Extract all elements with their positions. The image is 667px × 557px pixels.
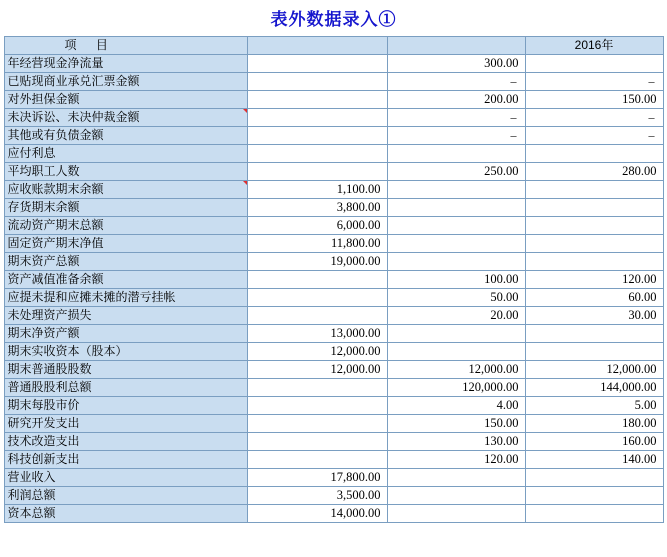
value-cell-empty[interactable] <box>387 199 525 217</box>
value-cell[interactable]: – <box>525 127 663 145</box>
table-header-row <box>4 37 663 55</box>
value-cell-empty[interactable] <box>247 433 387 451</box>
value-cell[interactable]: 12,000.00 <box>247 361 387 379</box>
row-label: 普通股股利总额 <box>4 379 247 397</box>
row-label: 已贴现商业承兑汇票金额 <box>4 73 247 91</box>
row-label: 科技创新支出 <box>4 451 247 469</box>
value-cell[interactable]: 280.00 <box>525 163 663 181</box>
table-row <box>4 469 663 487</box>
row-label: 流动资产期末总额 <box>4 217 247 235</box>
value-cell[interactable]: 3,500.00 <box>247 487 387 505</box>
value-cell[interactable]: 12,000.00 <box>525 361 663 379</box>
value-cell[interactable]: – <box>525 109 663 127</box>
row-label: 营业收入 <box>4 469 247 487</box>
value-cell-empty[interactable] <box>525 199 663 217</box>
table-header <box>4 37 663 55</box>
value-cell-empty[interactable] <box>247 271 387 289</box>
value-cell-empty[interactable] <box>387 181 525 199</box>
value-cell-empty[interactable] <box>387 343 525 361</box>
row-label: 期末净资产额 <box>4 325 247 343</box>
table-row <box>4 73 663 91</box>
value-cell[interactable]: – <box>387 127 525 145</box>
table-row <box>4 145 663 163</box>
value-cell-empty[interactable] <box>247 397 387 415</box>
value-cell[interactable]: 120.00 <box>387 451 525 469</box>
value-cell-empty[interactable] <box>387 253 525 271</box>
value-cell[interactable]: 17,800.00 <box>247 469 387 487</box>
row-label: 未处理资产损失 <box>4 307 247 325</box>
column-header-item: 项 目 <box>4 37 247 55</box>
row-label: 期末每股市价 <box>4 397 247 415</box>
value-cell-empty[interactable] <box>247 379 387 397</box>
value-cell-empty[interactable] <box>387 145 525 163</box>
value-cell[interactable]: 120.00 <box>525 271 663 289</box>
value-cell[interactable]: 60.00 <box>525 289 663 307</box>
value-cell[interactable]: 50.00 <box>387 289 525 307</box>
value-cell[interactable]: 5.00 <box>525 397 663 415</box>
table-row <box>4 415 663 433</box>
row-label: 应收账款期末余额 <box>4 181 247 199</box>
table-row <box>4 127 663 145</box>
value-cell-empty[interactable] <box>525 487 663 505</box>
value-cell[interactable]: 100.00 <box>387 271 525 289</box>
value-cell[interactable]: 1,100.00 <box>247 181 387 199</box>
value-cell-empty[interactable] <box>387 487 525 505</box>
value-cell-empty[interactable] <box>387 469 525 487</box>
value-cell-empty[interactable] <box>525 253 663 271</box>
row-label: 其他或有负债金额 <box>4 127 247 145</box>
off-balance-sheet-table <box>4 36 664 523</box>
row-label: 期末普通股股数 <box>4 361 247 379</box>
table-row <box>4 397 663 415</box>
value-cell[interactable]: 30.00 <box>525 307 663 325</box>
value-cell-empty[interactable] <box>525 181 663 199</box>
value-cell[interactable]: 12,000.00 <box>387 361 525 379</box>
value-cell[interactable]: 180.00 <box>525 415 663 433</box>
value-cell-empty[interactable] <box>247 55 387 73</box>
table-row <box>4 361 663 379</box>
table-row <box>4 505 663 523</box>
row-label: 期末资产总额 <box>4 253 247 271</box>
table-row <box>4 379 663 397</box>
row-label: 存货期末余额 <box>4 199 247 217</box>
value-cell-empty[interactable] <box>525 145 663 163</box>
value-cell[interactable]: 14,000.00 <box>247 505 387 523</box>
value-cell-empty[interactable] <box>247 145 387 163</box>
table-row <box>4 487 663 505</box>
comment-marker-icon <box>242 109 248 115</box>
value-cell-empty[interactable] <box>525 217 663 235</box>
row-label: 固定资产期末净值 <box>4 235 247 253</box>
row-label: 应付利息 <box>4 145 247 163</box>
row-label: 研究开发支出 <box>4 415 247 433</box>
value-cell[interactable]: – <box>525 73 663 91</box>
value-cell[interactable]: 12,000.00 <box>247 343 387 361</box>
row-label: 年经营现金净流量 <box>4 55 247 73</box>
value-cell[interactable]: 150.00 <box>387 415 525 433</box>
row-label: 资产减值准备余额 <box>4 271 247 289</box>
value-cell[interactable]: 3,800.00 <box>247 199 387 217</box>
comment-marker-icon <box>242 181 248 187</box>
column-header-year: 2016年 <box>525 37 663 55</box>
value-cell-empty[interactable] <box>247 127 387 145</box>
value-cell[interactable]: 150.00 <box>525 91 663 109</box>
column-header-2 <box>247 37 387 55</box>
value-cell[interactable]: – <box>387 109 525 127</box>
row-label: 期末实收资本（股本） <box>4 343 247 361</box>
value-cell[interactable]: 250.00 <box>387 163 525 181</box>
value-cell-empty[interactable] <box>525 469 663 487</box>
table-row <box>4 199 663 217</box>
value-cell-empty[interactable] <box>525 235 663 253</box>
value-cell[interactable]: 4.00 <box>387 397 525 415</box>
table-row <box>4 109 663 127</box>
value-cell[interactable]: 11,800.00 <box>247 235 387 253</box>
row-label: 平均职工人数 <box>4 163 247 181</box>
value-cell-empty[interactable] <box>525 343 663 361</box>
row-label: 利润总额 <box>4 487 247 505</box>
value-cell-empty[interactable] <box>247 415 387 433</box>
value-cell-empty[interactable] <box>387 217 525 235</box>
row-label: 资本总额 <box>4 505 247 523</box>
value-cell-empty[interactable] <box>525 55 663 73</box>
value-cell[interactable]: 130.00 <box>387 433 525 451</box>
table-row <box>4 325 663 343</box>
table-row <box>4 163 663 181</box>
value-cell-empty[interactable] <box>247 109 387 127</box>
value-cell-empty[interactable] <box>247 289 387 307</box>
column-header-3 <box>387 37 525 55</box>
table-row <box>4 433 663 451</box>
value-cell[interactable]: 140.00 <box>525 451 663 469</box>
table-body <box>4 55 663 523</box>
table-row <box>4 91 663 109</box>
table-row <box>4 55 663 73</box>
value-cell-empty[interactable] <box>247 307 387 325</box>
value-cell[interactable]: 160.00 <box>525 433 663 451</box>
value-cell[interactable]: 300.00 <box>387 55 525 73</box>
value-cell[interactable]: 13,000.00 <box>247 325 387 343</box>
table-row <box>4 217 663 235</box>
table-row <box>4 289 663 307</box>
table-row <box>4 235 663 253</box>
table-row <box>4 271 663 289</box>
value-cell[interactable]: 200.00 <box>387 91 525 109</box>
row-label: 对外担保金额 <box>4 91 247 109</box>
value-cell-empty[interactable] <box>387 325 525 343</box>
row-label: 应提未提和应摊未摊的潜亏挂帐 <box>4 289 247 307</box>
table-row <box>4 181 663 199</box>
value-cell-empty[interactable] <box>525 505 663 523</box>
table-row <box>4 451 663 469</box>
value-cell-empty[interactable] <box>525 325 663 343</box>
value-cell-empty[interactable] <box>247 91 387 109</box>
value-cell-empty[interactable] <box>387 505 525 523</box>
page-title: 表外数据录入① <box>270 10 397 29</box>
value-cell-empty[interactable] <box>247 451 387 469</box>
row-label: 未决诉讼、未决仲裁金额 <box>4 109 247 127</box>
value-cell-empty[interactable] <box>387 235 525 253</box>
value-cell-empty[interactable] <box>247 73 387 91</box>
table-row <box>4 307 663 325</box>
value-cell[interactable]: – <box>387 73 525 91</box>
table-row <box>4 253 663 271</box>
value-cell[interactable]: 19,000.00 <box>247 253 387 271</box>
value-cell-empty[interactable] <box>247 163 387 181</box>
value-cell[interactable]: 120,000.00 <box>387 379 525 397</box>
value-cell[interactable]: 6,000.00 <box>247 217 387 235</box>
row-label: 技术改造支出 <box>4 433 247 451</box>
table-row <box>4 343 663 361</box>
value-cell[interactable]: 20.00 <box>387 307 525 325</box>
value-cell[interactable]: 144,000.00 <box>525 379 663 397</box>
